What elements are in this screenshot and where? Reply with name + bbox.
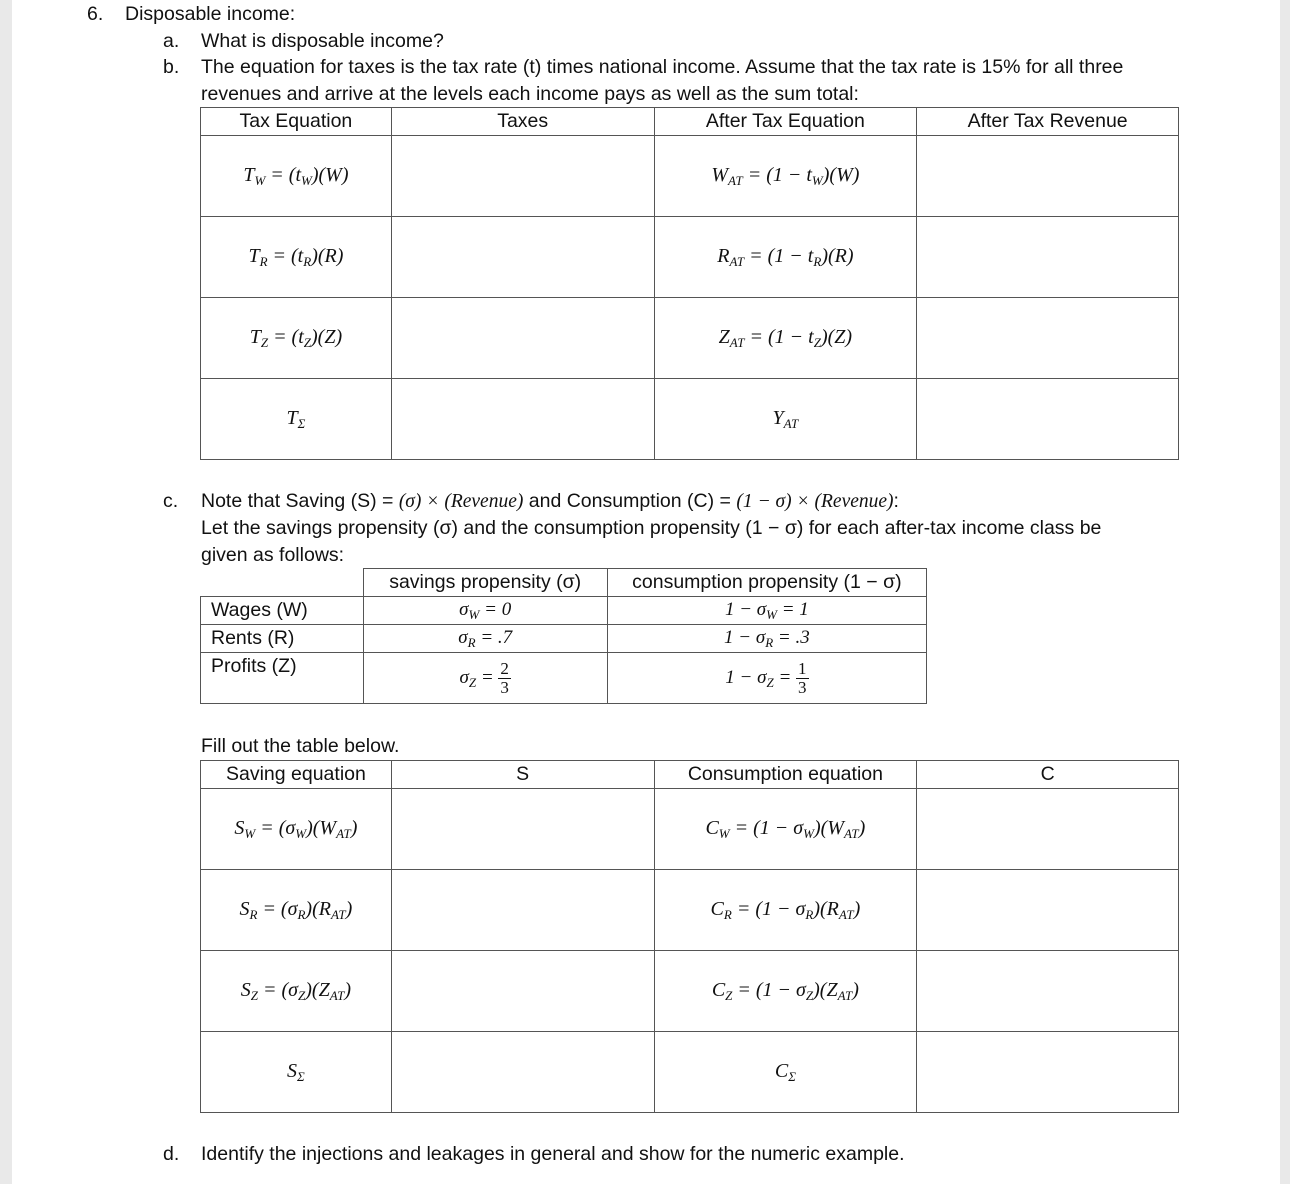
- saving-table: [200, 760, 1179, 1113]
- propensity-header-consumption: consumption propensity (1 − σ): [607, 569, 926, 597]
- taxes-wages-cell[interactable]: [391, 136, 654, 217]
- tax-eq-rents: $T_R = (t_R)(R)$: [201, 217, 392, 298]
- part-a-text: What is disposable income?: [201, 30, 444, 52]
- part-c-line1-d: (1 − σ) × (Revenue): [736, 491, 894, 512]
- taxes-profits-cell[interactable]: [391, 298, 654, 379]
- after-tax-eq-rents: $R_{AT} = (1 - t_R)(R)$: [654, 217, 917, 298]
- tax-table: [200, 107, 1179, 460]
- part-b-label: b.: [163, 56, 180, 78]
- tax-eq-total: $T_\Sigma$: [201, 379, 392, 460]
- saving-wages-cell[interactable]: [391, 789, 654, 870]
- saving-header-saving-equation: Saving equation: [201, 761, 392, 789]
- after-tax-revenue-total-cell[interactable]: [917, 379, 1179, 460]
- part-d-label: d.: [163, 1143, 180, 1165]
- saving-profits-cell[interactable]: [391, 951, 654, 1032]
- question-number: 6.: [87, 3, 104, 25]
- sigma-profits-den: 3: [500, 677, 509, 697]
- part-b-line2: revenues and arrive at the levels each income pays as well as the sum total:: [201, 83, 859, 105]
- consumption-eq-wages: $C_W = (1 - \sigma_W)(W_{AT})$: [654, 789, 917, 870]
- tax-header-tax-equation: Tax Equation: [201, 108, 392, 136]
- tax-header-taxes: Taxes: [391, 108, 654, 136]
- part-d-text: Identify the injections and leakages in general and show for the numeric example.: [201, 1143, 905, 1165]
- consumption-total-cell[interactable]: [917, 1032, 1179, 1113]
- part-c-line1-c: and Consumption (C) =: [523, 490, 737, 512]
- tax-eq-wages: $T_W = (t_W)(W)$: [201, 136, 392, 217]
- part-c-line1: [201, 489, 899, 514]
- after-tax-revenue-wages-cell[interactable]: [917, 136, 1179, 217]
- part-c-label: c.: [163, 490, 179, 512]
- one-minus-sigma-profits-fraction: [796, 660, 809, 697]
- part-c-line1-a: Note that Saving (S) =: [201, 490, 399, 512]
- after-tax-revenue-profits-cell[interactable]: [917, 298, 1179, 379]
- saving-eq-total: $S_\Sigma$: [201, 1032, 392, 1113]
- saving-eq-wages: $S_W = (\sigma_W)(W_{AT})$: [201, 789, 392, 870]
- part-c-line1-b: (σ) × (Revenue): [398, 491, 524, 512]
- part-c-line1-e: :: [893, 490, 899, 512]
- consumption-wages-cell[interactable]: [917, 789, 1179, 870]
- after-tax-eq-wages: $W_{AT} = (1 - t_W)(W)$: [654, 136, 917, 217]
- part-c-line2: Let the savings propensity (σ) and the consumption propensity (1 − σ) for each after-tax income class be: [201, 517, 1102, 539]
- after-tax-eq-profits: $Z_{AT} = (1 - t_Z)(Z)$: [654, 298, 917, 379]
- consumption-rents-cell[interactable]: [917, 870, 1179, 951]
- one-minus-sigma-profits: $1 - \sigma_Z$ = $\frac{1}{3}$: [607, 653, 926, 704]
- part-a-label: a.: [163, 30, 180, 52]
- saving-header-c: C: [917, 761, 1179, 789]
- taxes-rents-cell[interactable]: [391, 217, 654, 298]
- one-minus-sigma-wages: $1 - \sigma_W = 1$: [607, 597, 926, 625]
- tax-header-after-tax-revenue: After Tax Revenue: [917, 108, 1179, 136]
- tax-eq-profits: $T_Z = (t_Z)(Z)$: [201, 298, 392, 379]
- question-title: Disposable income:: [125, 3, 296, 25]
- part-b-line1: The equation for taxes is the tax rate (t) times national income. Assume that the tax rate is 15% for all three: [201, 56, 1124, 78]
- saving-header-consumption-equation: Consumption equation: [654, 761, 917, 789]
- page-edge-left: [0, 0, 12, 1184]
- one-minus-sigma-profits-den: 3: [798, 677, 807, 697]
- propensity-label-profits: Profits (Z): [201, 653, 364, 704]
- saving-rents-cell[interactable]: [391, 870, 654, 951]
- consumption-profits-cell[interactable]: [917, 951, 1179, 1032]
- saving-header-s: S: [391, 761, 654, 789]
- propensity-label-wages: Wages (W): [201, 597, 364, 625]
- saving-eq-profits: $S_Z = (\sigma_Z)(Z_{AT})$: [201, 951, 392, 1032]
- page-edge-right: [1280, 0, 1290, 1184]
- consumption-eq-profits: $C_Z = (1 - \sigma_Z)(Z_{AT})$: [654, 951, 917, 1032]
- consumption-eq-total: $C_\Sigma$: [654, 1032, 917, 1113]
- propensity-label-rents: Rents (R): [201, 625, 364, 653]
- one-minus-sigma-profits-num: 1: [798, 658, 807, 678]
- fill-out-instruction: Fill out the table below.: [201, 735, 400, 757]
- part-c-line3: given as follows:: [201, 544, 345, 566]
- taxes-total-cell[interactable]: [391, 379, 654, 460]
- consumption-eq-rents: $C_R = (1 - \sigma_R)(R_{AT})$: [654, 870, 917, 951]
- propensity-table: [200, 568, 927, 704]
- saving-eq-rents: $S_R = (\sigma_R)(R_{AT})$: [201, 870, 392, 951]
- propensity-header-blank: [201, 569, 364, 597]
- after-tax-revenue-rents-cell[interactable]: [917, 217, 1179, 298]
- one-minus-sigma-rents: $1 - \sigma_R = .3$: [607, 625, 926, 653]
- sigma-profits: $\sigma_Z$ = $\frac{2}{3}$: [363, 653, 607, 704]
- sigma-wages: $\sigma_W = 0$: [363, 597, 607, 625]
- tax-header-after-tax-equation: After Tax Equation: [654, 108, 917, 136]
- after-tax-eq-total: $Y_{AT}$: [654, 379, 917, 460]
- sigma-profits-num: 2: [500, 658, 509, 678]
- saving-total-cell[interactable]: [391, 1032, 654, 1113]
- propensity-header-savings: savings propensity (σ): [363, 569, 607, 597]
- sigma-rents: $\sigma_R = .7$: [363, 625, 607, 653]
- sigma-profits-fraction: [498, 660, 511, 697]
